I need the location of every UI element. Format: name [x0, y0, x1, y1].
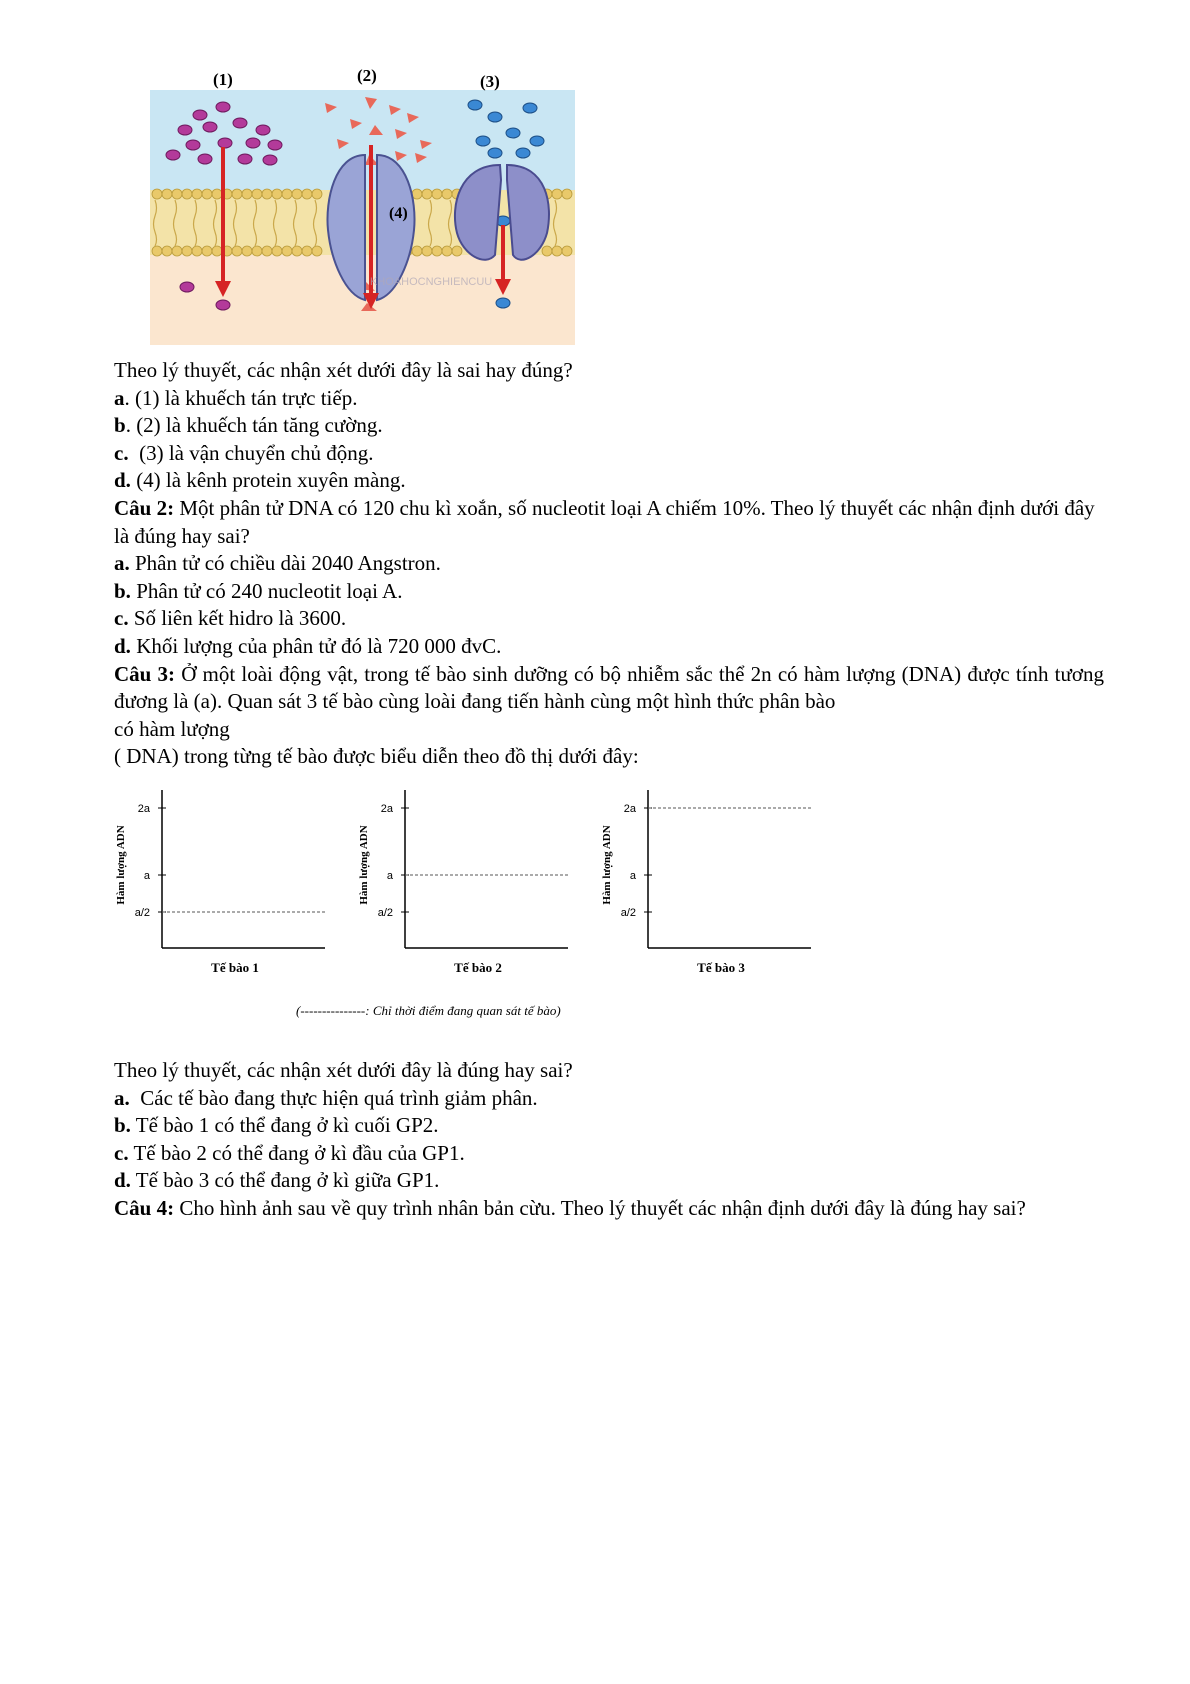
- x-axis-label: Tế bào 2: [454, 960, 502, 975]
- q3-stem-line3: ( DNA) trong từng tế bào được biểu diễn theo đồ thị dưới đây:: [114, 744, 639, 769]
- questions-block-1: [114, 357, 1104, 771]
- q1-item-a: a. (1) là khuếch tán trực tiếp.: [114, 385, 358, 410]
- y-axis-label: Hàm lượng ADN: [115, 825, 127, 905]
- figure-label-4: (4): [389, 205, 408, 222]
- figure-label-2: (2): [357, 66, 377, 85]
- y-tick-label: a: [629, 870, 636, 882]
- q1-item-c: c. (3) là vận chuyển chủ động.: [114, 440, 374, 465]
- y-tick-label: a/2: [620, 907, 636, 919]
- chart-2: [358, 790, 568, 975]
- q3-stem-line2: có hàm lượng: [114, 716, 230, 741]
- figure-watermark: KHOAHOCNGHIENCUU: [370, 276, 493, 288]
- q1-item-b: b. (2) là khuếch tán tăng cường.: [114, 413, 383, 438]
- dna-content-charts: [110, 790, 890, 1035]
- figure-label-3: (3): [480, 72, 500, 91]
- q3-stem: Câu 3: Ở một loài động vật, trong tế bào sinh dưỡng có bộ nhiễm sắc thể 2n có hàm lượng (DNA) được tính tương đương là (a). Quan sát 3 tế bào cùng loài đang tiến hành cùng một hình thức phân bào: [114, 661, 1104, 714]
- x-axis-label: Tế bào 1: [211, 960, 259, 975]
- y-axis-label: Hàm lượng ADN: [601, 825, 613, 905]
- figure-label-1: (1): [213, 70, 233, 89]
- q3-item-b: b. Tế bào 1 có thể đang ở kì cuối GP2.: [114, 1113, 439, 1138]
- y-tick-label: a: [143, 870, 150, 882]
- q4-stem: Câu 4: Cho hình ảnh sau về quy trình nhân bản cừu. Theo lý thuyết các nhận định dưới đây là đúng hay sai?: [114, 1195, 1026, 1220]
- q3-item-c: c. Tế bào 2 có thể đang ở kì đầu của GP1.: [114, 1140, 465, 1165]
- q2-item-a: a. Phân tử có chiều dài 2040 Angstron.: [114, 551, 441, 576]
- y-axis-label: Hàm lượng ADN: [358, 825, 370, 905]
- q1-intro: Theo lý thuyết, các nhận xét dưới đây là sai hay đúng?: [114, 358, 573, 382]
- q2-item-d: d. Khối lượng của phân tử đó là 720 000 đvC.: [114, 633, 502, 658]
- q2-stem: Câu 2: Một phân tử DNA có 120 chu kì xoắn, số nucleotit loại A chiếm 10%. Theo lý thuyết các nhận định dưới đây là đúng hay sai?: [114, 495, 1095, 548]
- chart-3: [601, 790, 811, 975]
- y-tick-label: 2a: [623, 803, 636, 815]
- x-axis-label: Tế bào 3: [697, 960, 745, 975]
- chart-1: [115, 790, 325, 975]
- y-tick-label: 2a: [380, 803, 393, 815]
- q3-intro2: Theo lý thuyết, các nhận xét dưới đây là đúng hay sai?: [114, 1058, 573, 1082]
- q3-item-d: d. Tế bào 3 có thể đang ở kì giữa GP1.: [114, 1168, 440, 1193]
- q2-item-b: b. Phân tử có 240 nucleotit loại A.: [114, 578, 403, 603]
- q2-item-c: c. Số liên kết hidro là 3600.: [114, 606, 347, 631]
- y-tick-label: a: [386, 870, 393, 882]
- y-tick-label: a/2: [377, 907, 393, 919]
- questions-block-2: [114, 1057, 1104, 1223]
- q1-item-d: d. (4) là kênh protein xuyên màng.: [114, 468, 406, 493]
- chart-caption: (---------------: Chỉ thời điểm đang quan sát tế bào): [296, 1003, 561, 1018]
- y-tick-label: a/2: [134, 907, 150, 919]
- membrane-transport-figure: [145, 55, 575, 345]
- q3-item-a: a. Các tế bào đang thực hiện quá trình giảm phân.: [114, 1085, 538, 1110]
- y-tick-label: 2a: [137, 803, 150, 815]
